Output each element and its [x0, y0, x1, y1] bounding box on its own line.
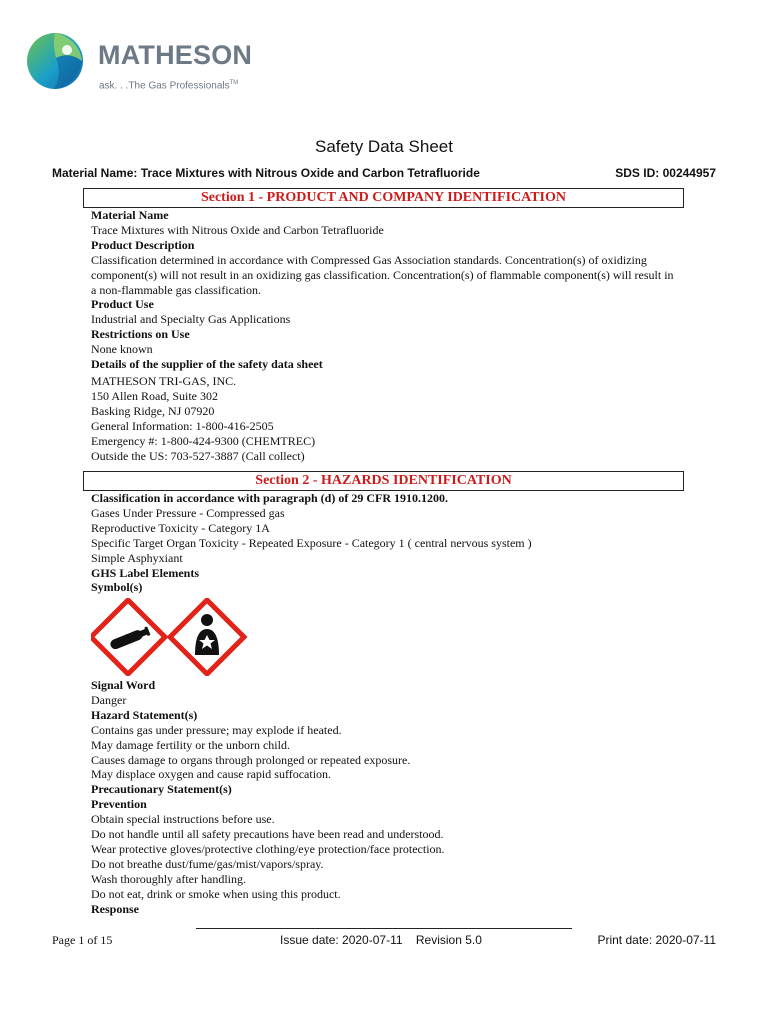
hazard-statement: Contains gas under pressure; may explode if heated. — [91, 722, 342, 737]
supplier-line: General Information: 1-800-416-2505 — [91, 418, 274, 433]
classification-line: Gases Under Pressure - Compressed gas — [91, 505, 285, 520]
section-1-content — [91, 208, 691, 463]
health-hazard-pictogram-icon — [170, 600, 244, 674]
response-label: Response — [91, 901, 140, 916]
prevention-statement: Wash thoroughly after handling. — [91, 871, 246, 886]
hazard-statements-label: Hazard Statement(s) — [91, 707, 198, 722]
restrictions-label: Restrictions on Use — [91, 327, 190, 342]
supplier-line: Emergency #: 1-800-424-9300 (CHEMTREC) — [91, 433, 316, 448]
prevention-label: Prevention — [91, 797, 147, 812]
classification-line: Reproductive Toxicity - Category 1A — [91, 520, 270, 535]
ghs-label: GHS Label Elements — [91, 565, 200, 580]
print-date: Print date: 2020-07-11 — [597, 933, 716, 947]
classification-line: Simple Asphyxiant — [91, 550, 183, 565]
supplier-line: Basking Ridge, NJ 07920 — [91, 403, 215, 418]
hazard-statement: May displace oxygen and cause rapid suffocation. — [91, 767, 332, 782]
prevention-statement: Do not eat, drink or smoke when using this product. — [91, 886, 341, 901]
ghs-pictograms — [91, 598, 251, 676]
product-use-value: Industrial and Specialty Gas Applications — [91, 312, 291, 327]
prevention-statement: Wear protective gloves/protective clothing/eye protection/face protection. — [91, 841, 445, 856]
sds-id: SDS ID: 00244957 — [615, 166, 716, 180]
hazard-statement: Causes damage to organs through prolonged or repeated exposure. — [91, 752, 411, 767]
gas-cylinder-pictogram-icon — [91, 600, 165, 674]
precautionary-label: Precautionary Statement(s) — [91, 782, 232, 797]
product-use-label: Product Use — [91, 297, 154, 312]
classification-line: Specific Target Organ Toxicity - Repeated Exposure - Category 1 ( central nervous system ) — [91, 535, 532, 550]
brand-tagline: ask. . .The Gas Professionals™ — [99, 80, 239, 92]
signal-word-label: Signal Word — [91, 678, 156, 692]
supplier-line: MATHESON TRI-GAS, INC. — [91, 373, 237, 388]
prevention-statement: Do not handle until all safety precautions have been read and understood. — [91, 827, 444, 842]
section-2-heading: Section 2 - HAZARDS IDENTIFICATION — [83, 471, 684, 491]
prevention-statement: Obtain special instructions before use. — [91, 812, 275, 827]
supplier-line: Outside the US: 703-527-3887 (Call collect) — [91, 448, 305, 463]
classification-label: Classification in accordance with paragraph (d) of 29 CFR 1910.1200. — [91, 491, 448, 505]
hazard-statement: May damage fertility or the unborn child. — [91, 737, 290, 752]
material-name-label: Material Name — [91, 208, 169, 222]
footer-divider — [196, 928, 572, 929]
prevention-statement: Do not breathe dust/fume/gas/mist/vapors/spray. — [91, 856, 324, 871]
page-number: Page 1 of 15 — [52, 933, 113, 947]
supplier-label: Details of the supplier of the safety data sheet — [91, 357, 323, 372]
material-name-value: Trace Mixtures with Nitrous Oxide and Carbon Tetrafluoride — [91, 222, 384, 237]
section-2-content — [91, 491, 691, 595]
supplier-block — [91, 374, 691, 463]
document-title: Safety Data Sheet — [315, 137, 453, 156]
issue-date: Issue date: 2020-07-11 Revision 5.0 — [280, 933, 482, 947]
product-description-value: Classification determined in accordance with Compressed Gas Association standards. Concentration(s) of oxidizing component(s) will not result in an oxidizing gas classification. Concentration(s) of flammable component(s) will result in a non-flammable gas classification. — [91, 252, 674, 297]
material-name-header: Material Name: Trace Mixtures with Nitrous Oxide and Carbon Tetrafluoride — [52, 166, 480, 180]
section-2-content-continued — [91, 678, 691, 917]
section-1-heading: Section 1 - PRODUCT AND COMPANY IDENTIFICATION — [83, 188, 684, 208]
supplier-line: 150 Allen Road, Suite 302 — [91, 388, 218, 403]
restrictions-value: None known — [91, 342, 153, 357]
symbols-label: Symbol(s) — [91, 580, 143, 595]
signal-word-value: Danger — [91, 692, 127, 707]
brand-name: MATHESON — [98, 40, 253, 70]
product-description-label: Product Description — [91, 237, 195, 252]
